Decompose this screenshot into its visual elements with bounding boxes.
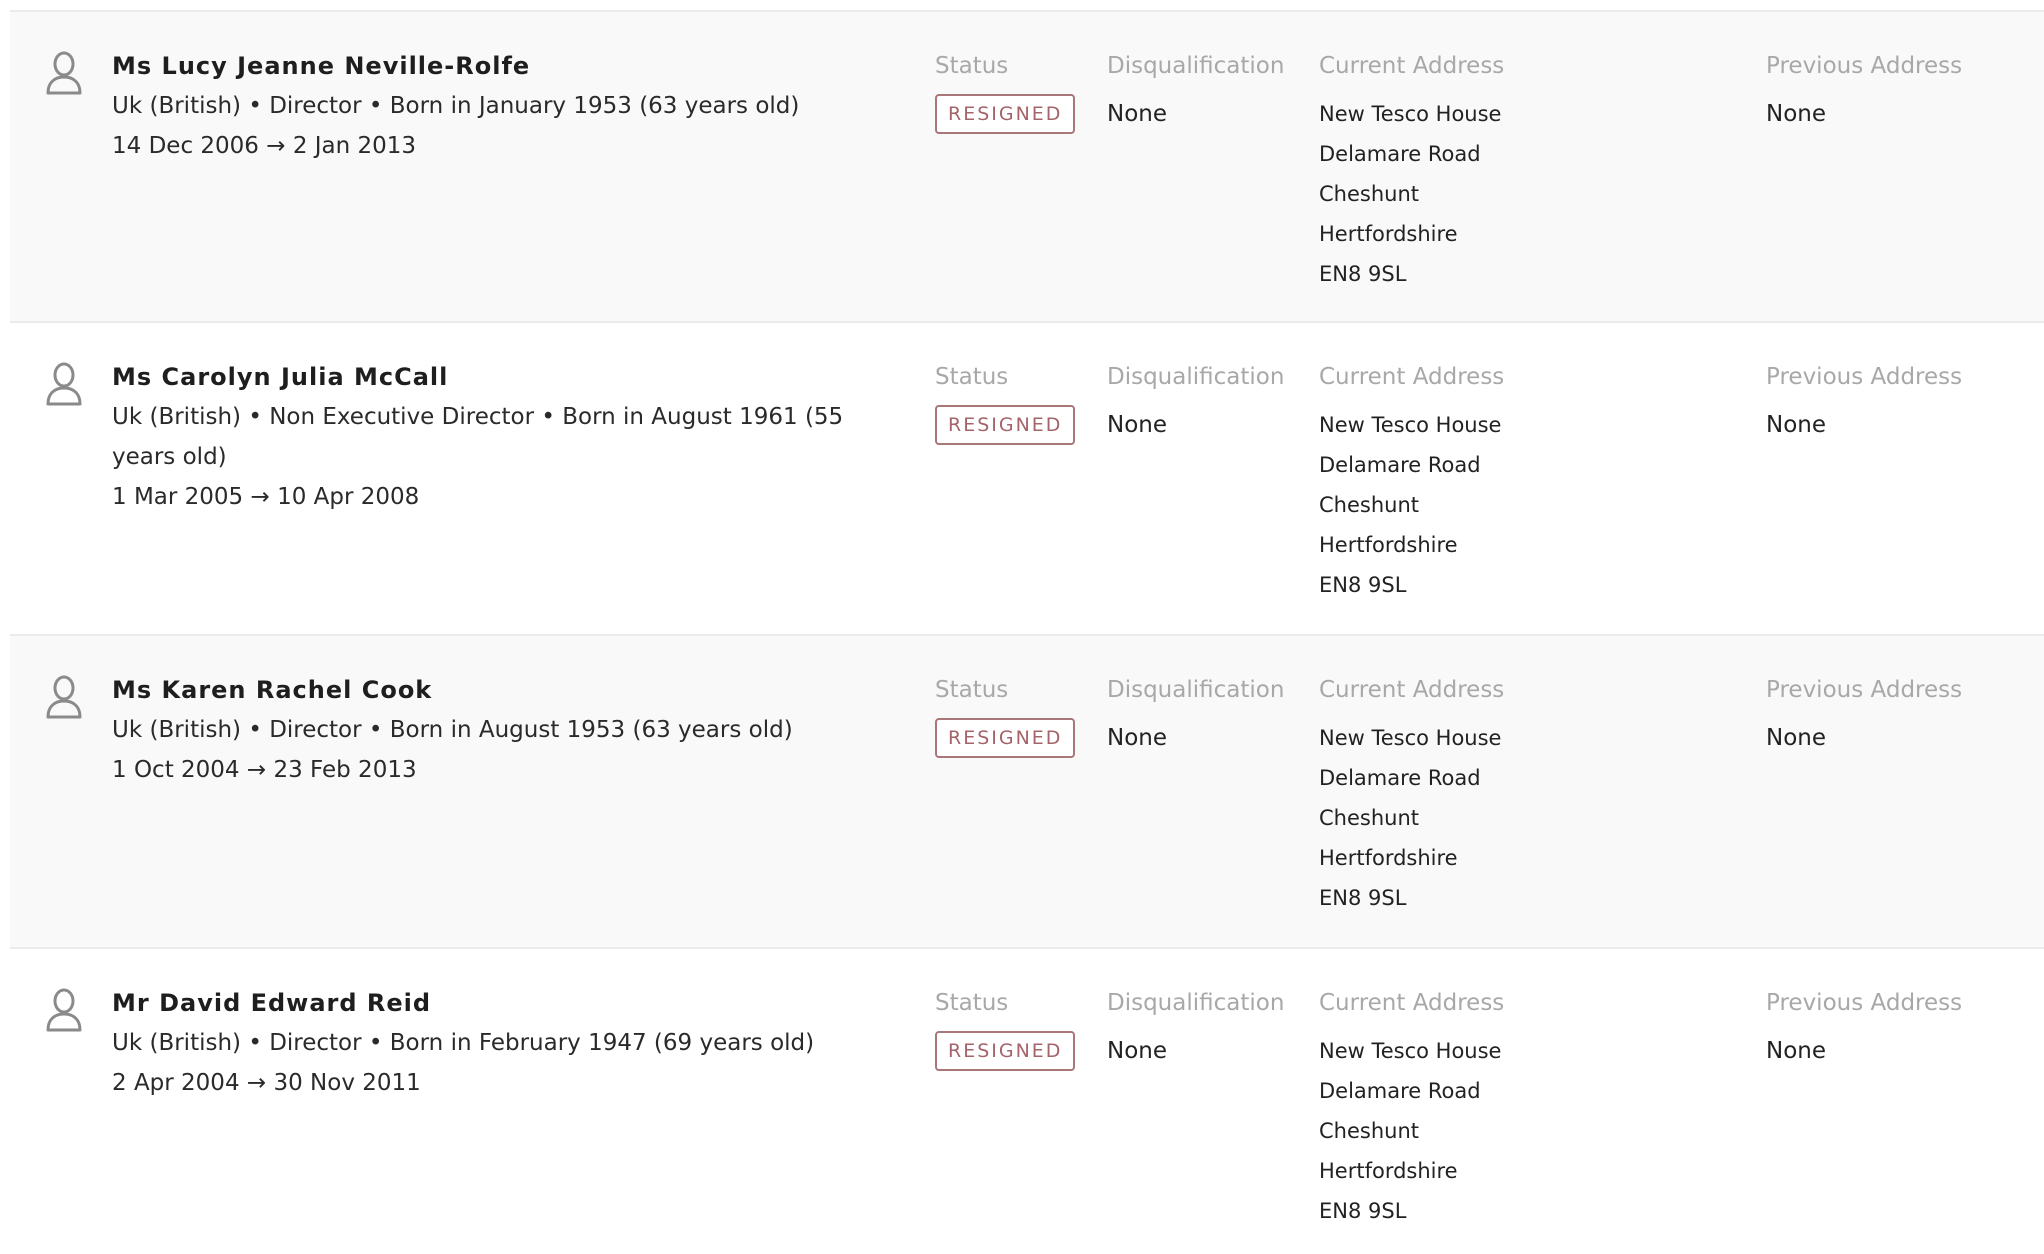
status-badge: RESIGNED (935, 94, 1075, 134)
disqualification-value: None (1107, 1038, 1168, 1064)
person-icon (44, 361, 84, 407)
address-line: EN8 9SL (1319, 262, 1407, 286)
officer-row[interactable] (10, 323, 2044, 636)
address-line: Cheshunt (1319, 806, 1419, 830)
disqualification-value: None (1107, 101, 1168, 127)
status-label: Status (935, 53, 1009, 79)
address-line: Hertfordshire (1319, 1159, 1458, 1183)
current-address-column (1319, 983, 1504, 1231)
address-line: Cheshunt (1319, 493, 1419, 517)
current-address (1319, 405, 1504, 605)
person-icon (44, 50, 84, 96)
address-line: EN8 9SL (1319, 1199, 1407, 1223)
person-icon (44, 674, 84, 720)
current-address-column (1319, 46, 1504, 294)
disqualification-value: None (1107, 412, 1168, 438)
officer-dates: 1 Oct 2004 → 23 Feb 2013 (112, 757, 417, 783)
current-address-column (1319, 670, 1504, 918)
address-line: Delamare Road (1319, 766, 1481, 790)
disqualification-column (1107, 46, 1284, 134)
officer-info (112, 46, 872, 166)
officer-dates: 1 Mar 2005 → 10 Apr 2008 (112, 484, 420, 510)
address-line: New Tesco House (1319, 726, 1502, 750)
disqualification-column (1107, 357, 1284, 445)
officer-meta: Uk (British) • Director • Born in August 1953 (63 years old) (112, 717, 793, 743)
status-badge: RESIGNED (935, 1031, 1075, 1071)
previous-address-value: None (1766, 101, 1827, 127)
address-line: Delamare Road (1319, 453, 1481, 477)
person-icon (44, 987, 84, 1033)
previous-address-label: Previous Address (1766, 53, 1963, 79)
disqualification-label: Disqualification (1107, 364, 1285, 390)
officer-meta: Uk (British) • Director • Born in January 1953 (63 years old) (112, 93, 800, 119)
previous-address-value: None (1766, 1038, 1827, 1064)
disqualification-label: Disqualification (1107, 990, 1285, 1016)
status-label: Status (935, 990, 1009, 1016)
officer-name[interactable]: Ms Karen Rachel Cook (112, 676, 433, 704)
address-line: New Tesco House (1319, 1039, 1502, 1063)
address-line: EN8 9SL (1319, 886, 1407, 910)
address-line: New Tesco House (1319, 413, 1502, 437)
officer-name[interactable]: Ms Carolyn Julia McCall (112, 363, 449, 391)
officer-name[interactable]: Mr David Edward Reid (112, 989, 432, 1017)
officer-info (112, 983, 872, 1103)
previous-address-value: None (1766, 412, 1827, 438)
status-label: Status (935, 364, 1009, 390)
current-address (1319, 718, 1504, 918)
status-column (935, 357, 1075, 445)
previous-address-label: Previous Address (1766, 990, 1963, 1016)
previous-address-column (1766, 670, 1962, 758)
current-address (1319, 94, 1504, 294)
officer-info (112, 670, 872, 790)
status-column (935, 46, 1075, 134)
status-column (935, 983, 1075, 1071)
address-line: Hertfordshire (1319, 846, 1458, 870)
officer-list (10, 10, 2044, 1254)
disqualification-label: Disqualification (1107, 677, 1285, 703)
disqualification-value: None (1107, 725, 1168, 751)
status-badge: RESIGNED (935, 405, 1075, 445)
current-address-label: Current Address (1319, 677, 1505, 703)
officer-meta: Uk (British) • Non Executive Director • Born in August 1961 (55 years old) (112, 404, 844, 470)
status-column (935, 670, 1075, 758)
previous-address-column (1766, 983, 1962, 1071)
previous-address-column (1766, 46, 1962, 134)
officer-row[interactable] (10, 949, 2044, 1254)
previous-address-label: Previous Address (1766, 364, 1963, 390)
officer-dates: 14 Dec 2006 → 2 Jan 2013 (112, 133, 417, 159)
officer-name[interactable]: Ms Lucy Jeanne Neville-Rolfe (112, 52, 531, 80)
current-address-label: Current Address (1319, 364, 1505, 390)
previous-address-column (1766, 357, 1962, 445)
disqualification-column (1107, 670, 1284, 758)
status-badge: RESIGNED (935, 718, 1075, 758)
status-label: Status (935, 677, 1009, 703)
previous-address-value: None (1766, 725, 1827, 751)
officer-row[interactable] (10, 636, 2044, 949)
current-address-label: Current Address (1319, 990, 1505, 1016)
current-address-column (1319, 357, 1504, 605)
address-line: Delamare Road (1319, 142, 1481, 166)
address-line: New Tesco House (1319, 102, 1502, 126)
officer-meta: Uk (British) • Director • Born in February 1947 (69 years old) (112, 1030, 815, 1056)
previous-address-label: Previous Address (1766, 677, 1963, 703)
current-address-label: Current Address (1319, 53, 1505, 79)
disqualification-label: Disqualification (1107, 53, 1285, 79)
officer-dates: 2 Apr 2004 → 30 Nov 2011 (112, 1070, 421, 1096)
address-line: Delamare Road (1319, 1079, 1481, 1103)
address-line: Hertfordshire (1319, 222, 1458, 246)
disqualification-column (1107, 983, 1284, 1071)
current-address (1319, 1031, 1504, 1231)
address-line: Cheshunt (1319, 182, 1419, 206)
officer-info (112, 357, 872, 517)
address-line: EN8 9SL (1319, 573, 1407, 597)
officer-row[interactable] (10, 10, 2044, 323)
address-line: Hertfordshire (1319, 533, 1458, 557)
address-line: Cheshunt (1319, 1119, 1419, 1143)
